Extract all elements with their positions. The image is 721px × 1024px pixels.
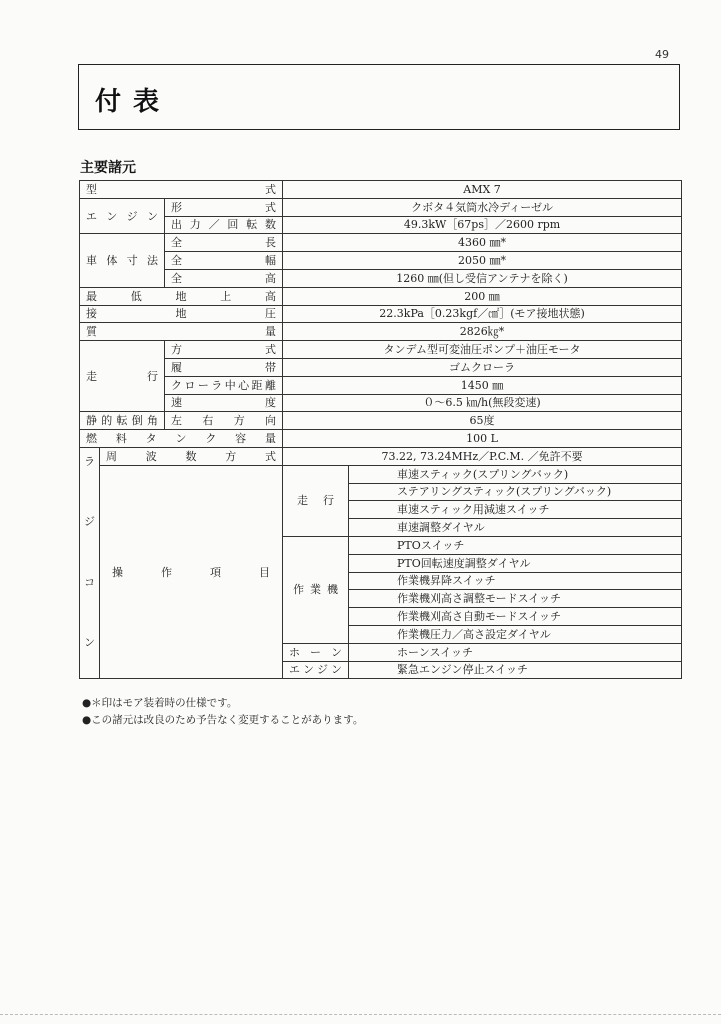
tipping-sub-label: [165, 412, 283, 430]
work-item: 作業機圧力／高さ設定ダイヤル: [349, 625, 682, 643]
travel-item: 車速スティック(スプリングバック): [349, 465, 682, 483]
radio-engine-label-text: エ ン ジ ン: [289, 663, 343, 677]
travel-method-label: [165, 341, 283, 359]
table-row: [80, 341, 682, 359]
spec-table: [79, 180, 682, 679]
length-label: [165, 234, 283, 252]
table-row: [80, 465, 682, 483]
work-item: PTOスイッチ: [349, 536, 682, 554]
work-item: PTO回転速度調整ダイヤル: [349, 554, 682, 572]
header-box: [78, 64, 680, 130]
speed-value: ０～6.5 ㎞/h(無段変速): [283, 394, 682, 412]
note-line: ●＊印はモア装着時の仕様です。: [82, 697, 238, 709]
page-title: 付表: [95, 87, 172, 117]
footer-divider: [0, 1014, 721, 1015]
mass-value: 2826㎏*: [283, 323, 682, 341]
dimensions-label: [80, 234, 165, 287]
model-value: AMX 7: [283, 181, 682, 199]
radio-work-label: [283, 536, 349, 643]
table-row: [80, 181, 682, 199]
radio-char: コ: [84, 575, 95, 589]
engine-label-text: エ ン ジ ン: [86, 209, 158, 223]
table-row: [80, 198, 682, 216]
work-item: 作業機刈高さ調整モードスイッチ: [349, 590, 682, 608]
tipping-value: 65度: [283, 412, 682, 430]
travel-item: 車速スティック用減速スイッチ: [349, 501, 682, 519]
length-label-text: 全 長: [171, 236, 277, 250]
ground-pressure-value: 22.3kPa［0.23kgf／㎠］(モア接地状態): [283, 305, 682, 323]
radio-label: [80, 447, 100, 678]
table-row: [80, 394, 682, 412]
table-row: [80, 376, 682, 394]
radio-engine-value: 緊急エンジン停止スイッチ: [349, 661, 682, 679]
dimensions-label-text: 車 体 寸 法: [86, 254, 158, 268]
travel-label: [80, 341, 165, 412]
track-label-text: 履 帯: [171, 360, 277, 374]
section-title: 主要諸元: [80, 160, 136, 176]
engine-output-label-text: 出 力 ／ 回 転 数: [171, 218, 276, 232]
engine-label: [80, 198, 165, 234]
table-row: [80, 234, 682, 252]
travel-method-label-text: 方 式: [171, 343, 277, 357]
travel-label-text: 走 行: [86, 369, 158, 383]
note-line: ●この諸元は改良のため予告なく変更することがあります。: [82, 714, 364, 726]
frequency-label: [100, 447, 283, 465]
horn-value: ホーンスイッチ: [349, 643, 682, 661]
frequency-label-text: 周 波 数 方 式: [106, 449, 276, 463]
notes: [82, 695, 363, 729]
fuel-label: [80, 430, 283, 448]
length-value: 4360 ㎜*: [283, 234, 682, 252]
work-item: 作業機刈高さ自動モードスイッチ: [349, 608, 682, 626]
travel-method-value: タンデム型可変油圧ポンプ＋油圧モータ: [283, 341, 682, 359]
engine-type-label: [165, 198, 283, 216]
tipping-label: [80, 412, 165, 430]
table-row: [80, 305, 682, 323]
speed-label: [165, 394, 283, 412]
radio-char: ン: [84, 635, 95, 649]
width-label: [165, 252, 283, 270]
fuel-value: 100 L: [283, 430, 682, 448]
table-row: [80, 447, 682, 465]
radio-travel-label-text: 走 行: [297, 494, 335, 508]
table-row: [80, 430, 682, 448]
ground-clearance-value: 200 ㎜: [283, 287, 682, 305]
travel-item: 車速調整ダイヤル: [349, 519, 682, 537]
speed-label-text: 速 度: [171, 396, 277, 410]
engine-output-value: 49.3kW［67ps］／2600 rpm: [283, 216, 682, 234]
table-row: [80, 269, 682, 287]
radio-engine-label: [283, 661, 349, 679]
work-item: 作業機昇降スイッチ: [349, 572, 682, 590]
horn-label: [283, 643, 349, 661]
tipping-label-text: 静 的 転 倒 角: [86, 414, 158, 428]
crawler-label: [165, 376, 283, 394]
tipping-sub-label-text: 左 右 方 向: [171, 414, 277, 428]
model-label: [80, 181, 283, 199]
engine-type-value: クボタ４気筒水冷ディーゼル: [283, 198, 682, 216]
table-row: [80, 412, 682, 430]
crawler-label-text: ク ロ ー ラ 中 心 距 離: [171, 378, 276, 392]
table-row: [80, 358, 682, 376]
model-label-text: 型 式: [86, 182, 277, 196]
table-row: [80, 252, 682, 270]
crawler-value: 1450 ㎜: [283, 376, 682, 394]
ops-label-text: 操 作 項 目: [112, 565, 270, 579]
page-number: 49: [655, 48, 669, 61]
table-row: [80, 216, 682, 234]
height-label: [165, 269, 283, 287]
mass-label-text: 質 量: [86, 325, 277, 339]
radio-work-label-text: 作 業 機: [293, 583, 339, 597]
ground-pressure-label-text: 接 地 圧: [86, 307, 277, 321]
table-row: [80, 287, 682, 305]
radio-char: ラ: [84, 454, 95, 468]
mass-label: [80, 323, 283, 341]
frequency-value: 73.22, 73.24MHz／P.C.M. ／免許不要: [283, 447, 682, 465]
radio-char: ジ: [84, 515, 95, 529]
horn-label-text: ホ ー ン: [289, 645, 343, 659]
ground-clearance-label: [80, 287, 283, 305]
track-label: [165, 358, 283, 376]
ops-label: [100, 465, 283, 679]
table-row: [80, 323, 682, 341]
engine-output-label: [165, 216, 283, 234]
radio-label-vertical: [80, 448, 99, 656]
ground-clearance-label-text: 最 低 地 上 高: [86, 289, 276, 303]
engine-type-label-text: 形 式: [171, 200, 277, 214]
radio-travel-label: [283, 465, 349, 536]
track-value: ゴムクローラ: [283, 358, 682, 376]
fuel-label-text: 燃 料 タ ン ク 容 量: [86, 432, 276, 446]
height-value: 1260 ㎜(但し受信アンテナを除く): [283, 269, 682, 287]
width-value: 2050 ㎜*: [283, 252, 682, 270]
height-label-text: 全 高: [171, 271, 277, 285]
width-label-text: 全 幅: [171, 254, 277, 268]
travel-item: ステアリングスティック(スプリングバック): [349, 483, 682, 501]
ground-pressure-label: [80, 305, 283, 323]
